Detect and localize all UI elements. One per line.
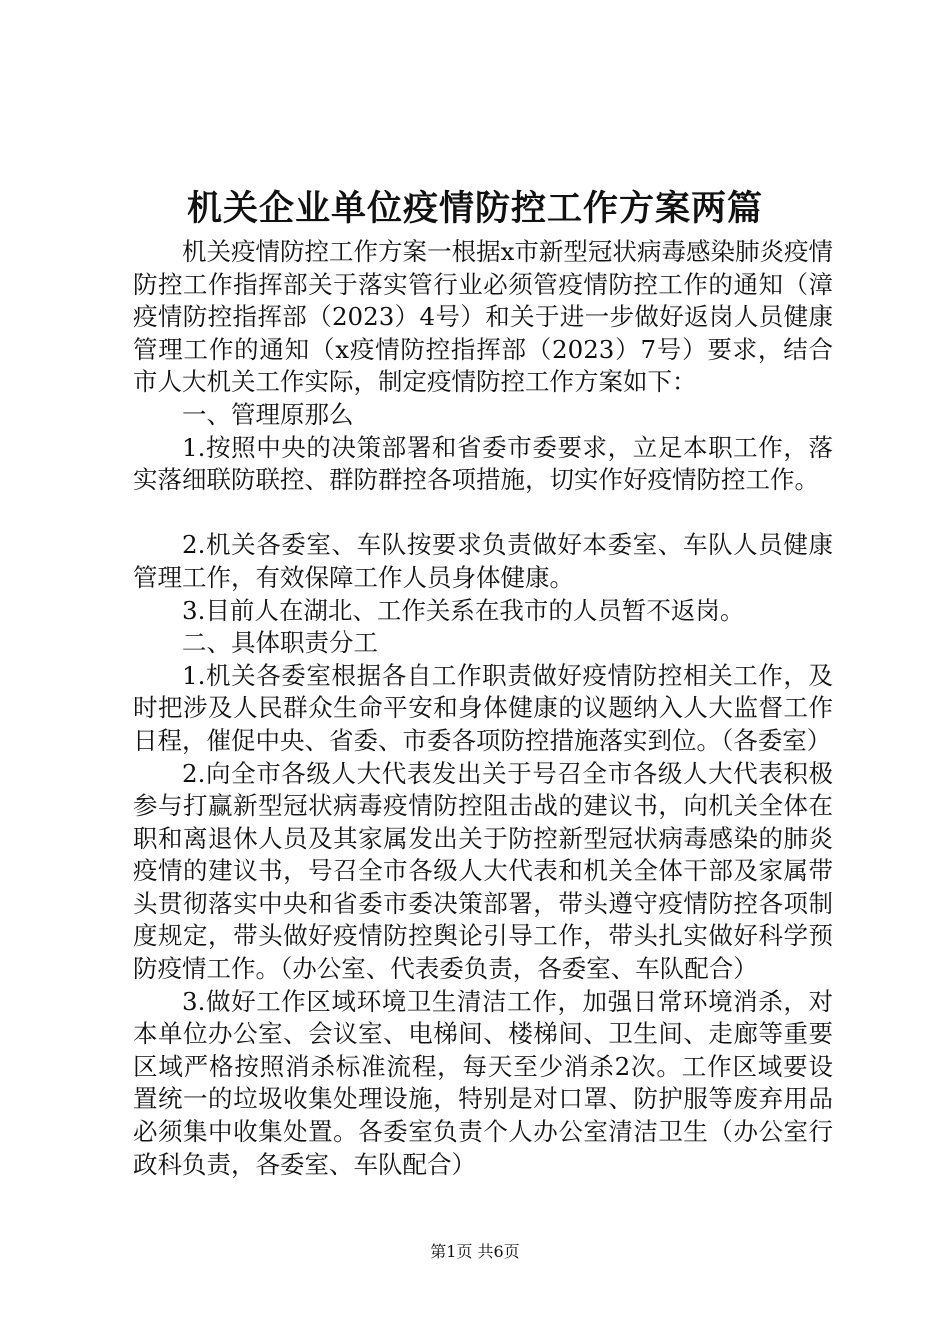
paragraph-duty-2: 2.向全市各级人大代表发出关于号召全市各级人大代表积极参与打赢新型冠状病毒疫情防控阻击战的建议书，向机关全体在职和离退休人员及其家属发出关于防控新型冠状病毒感染的肺炎疫情的建议书，号召全市各级人大代表和机关全体干部及家属带头贯彻落实中央和省委市委决策部署，带头遵守疫情防控各项制度规定，带头做好疫情防控舆论引导工作，带头扎实做好科学预防疫情工作。（办公室、代表委负责，各委室、车队配合） <box>133 758 833 984</box>
paragraph-principle-3: 3.目前人在湖北、工作关系在我市的人员暂不返岗。 <box>182 595 745 625</box>
paragraph-duty-3: 3.做好工作区域环境卫生清洁工作，加强日常环境消杀，对本单位办公室、会议室、电梯间、楼梯间、卫生间、走廊等重要区域严格按照消杀标准流程，每天至少消杀2次。工作区域要设置统一的垃圾收集处理设施，特别是对口罩、防护服等废弃用品必须集中收集处置。各委室负责个人办公室清洁卫生（办公室行政科负责，各委室、车队配合） <box>133 986 833 1179</box>
section-heading-duties: 二、具体职责分工 <box>182 628 378 658</box>
section-heading-principles: 一、管理原那么 <box>182 399 354 429</box>
paragraph-duty-1: 1.机关各委室根据各自工作职责做好疫情防控相关工作，及时把涉及人民群众生命平安和身体健康的议题纳入人大监督工作日程，催促中央、省委、市委各项防控措施落实到位。（各委室） <box>133 660 833 755</box>
page-number: 第1页 共6页 <box>430 1242 520 1261</box>
paragraph-principle-2: 2.机关各委室、车队按要求负责做好本委室、车队人员健康管理工作，有效保障工作人员身体健康。 <box>133 530 833 592</box>
document-body <box>133 236 833 1181</box>
paragraph-intro: 机关疫情防控工作方案一根据x市新型冠状病毒感染肺炎疫情防控工作指挥部关于落实管行业必须管疫情防控工作的通知（漳疫情防控指挥部（2023）4号）和关于进一步做好返岗人员健康管理工作的通知（x疫情防控指挥部（2023）7号）要求，结合市人大机关工作实际，制定疫情防控工作方案如下： <box>133 237 833 397</box>
paragraph-principle-1: 1.按照中央的决策部署和省委市委要求，立足本职工作，落实落细联防联控、群防群控各项措施，切实作好疫情防控工作。 <box>133 432 833 495</box>
document-title: 机关企业单位疫情防控工作方案两篇 <box>186 188 763 229</box>
